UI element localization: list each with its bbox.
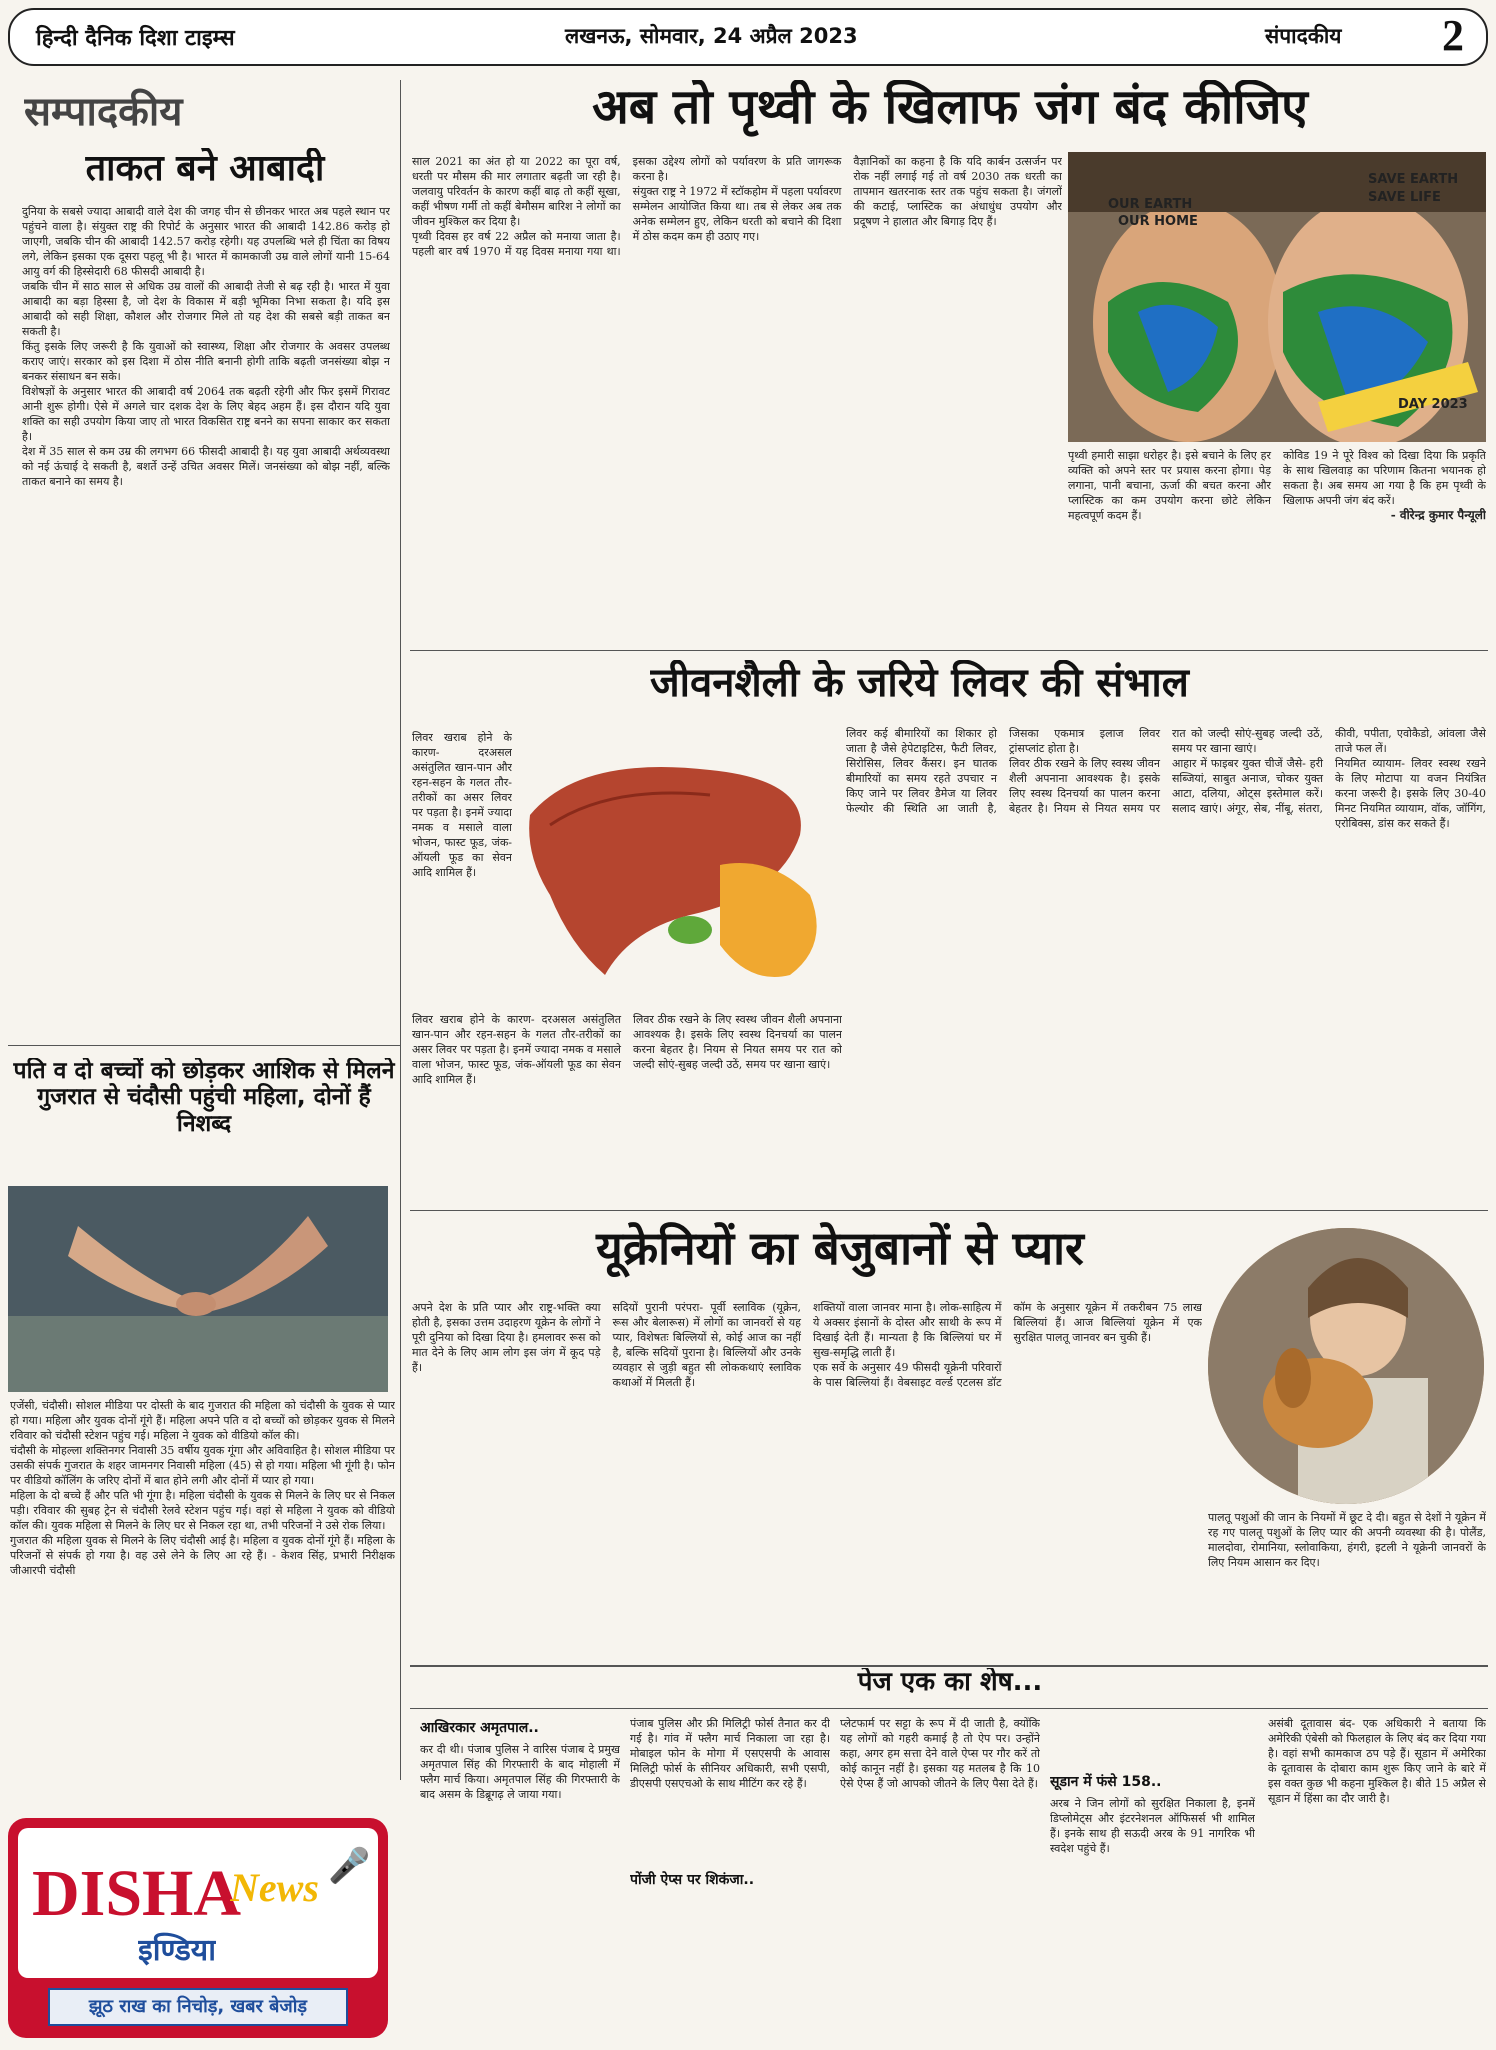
liver-organ-icon xyxy=(510,745,840,1005)
dateline: लखनऊ, सोमवार, 24 अप्रैल 2023 xyxy=(565,24,858,48)
ukraine-paragraph: सदियों पुरानी परंपरा- पूर्वी स्लाविक (यूक्रेन, रूस और बेलारूस) में लोगों का जानवरों से यह प्यार, विशेषतः बिल्लियों से, कोई आज का नहीं है, बल्कि सदियों पुराना है। बिल्लियों और उनके व्यवहार से जुड़ी बहुत सी लोककथाएं स्लाविक कथाओं में मिलती हैं। xyxy=(612,1301,801,1389)
face-text-left-2: OUR HOME xyxy=(1118,214,1198,229)
holding-hands-photo xyxy=(8,1186,388,1392)
publication-name: हिन्दी दैनिक दिशा टाइम्स xyxy=(36,26,235,51)
continued-item-title: पोंजी ऐप्स पर शिकंजा.. xyxy=(630,1872,755,1888)
continued-item-text: अरब ने जिन लोगों को सुरक्षित निकाला है, इनमें डिप्लोमेट्स और इंटरनेशनल ऑफिसर्स भी शामिल हैं। इनके साथ ही सऊदी अरब के 91 नागरिक भी स्वदेश पहुंचे हैं। xyxy=(1050,1797,1255,1855)
liver-story-body xyxy=(846,726,1486,1201)
continued-item-text: असंबी दूतावास बंद- एक अधिकारी ने बताया कि अमेरिकी एंबेसी को फिलहाल के लिए बंद कर दिया गया है। वहां सभी कामकाज ठप पड़े हैं। सूडान में अमेरिका के दूतावास के दोबारा काम शुरू किए जाने के बारे में इस वक्त कुछ भी कहना मुश्किल है। बीते 15 अप्रैल से सूडान में हिंसा का दौर जारी है। xyxy=(1268,1717,1486,1805)
ukraine-paragraph: शक्तियों वाला जानवर माना है। लोक-साहित्य में ये अक्सर इंसानों के दोस्त और साथी के रूप में दिखाई देती हैं। मान्यता है कि बिल्लियां घर में सुख-समृद्धि लाती हैं। xyxy=(813,1301,1002,1359)
lead-paragraph: संयुक्त राष्ट्र ने 1972 में स्टॉकहोम में पहला पर्यावरण सम्मेलन आयोजित किया था। तब से लेकर अब तक अनेक सम्मेलन हुए, लेकिन धरती को बचाने की दिशा में ठोस कदम कम ही उठाए गए। xyxy=(632,185,842,243)
gujarat-paragraph: चंदौसी के मोहल्ला शक्तिनगर निवासी 35 वर्षीय युवक गूंगा और अविवाहित है। सोशल मीडिया पर उसकी संपर्क गुजरात के शहर जामनगर निवासी महिला (45) से हो गया। महिला भी गूंगी है। फोन पर वीडियो कॉलिंग के जरिए दोनों में बात होने लगी और दोनों में प्यार हो गया। xyxy=(10,1444,395,1487)
gujarat-paragraph: गुजरात की महिला युवक से मिलने के लिए चंदौसी आई है। महिला व युवक दोनों गूंगे हैं। महिला के परिजनों से संपर्क हो गया है। वह उसे लेने के लिए आ रहे हैं। - केशव सिंह, प्रभारी निरीक्षक जीआरपी चंदौसी xyxy=(10,1534,395,1577)
liver-paragraph: लिवर खराब होने के कारण- दरअसल असंतुलित खान-पान और रहन-सहन के गलत तौर-तरीकों का असर लिवर पर पड़ता है। इनमें ज्यादा नमक व मसाले वाला भोजन, फास्ट फूड, जंक-ऑयली फूड का सेवन आदि शामिल हैं। xyxy=(412,731,512,879)
ukraine-paragraph: एक सर्वे के अनुसार 49 फीसदी यूक्रेनी परिवारों के पास बिल्लियां हैं। वेबसाइट वर्ल्ड एटलस डॉट कॉम के अनुसार यूक्रेन में तकरीबन 75 लाख बिल्लियां हैं। आज बिल्लियां यूक्रेन में एक सुरक्षित पालतू जानवर बन चुकी हैं। xyxy=(813,1301,1202,1389)
section-divider xyxy=(410,650,1488,651)
face-text-right-2: SAVE LIFE xyxy=(1368,190,1441,205)
liver-paragraph: लिवर कई बीमारियों का शिकार हो जाता है जैसे हेपेटाइटिस, फैटी लिवर, सिरोसिस, लिवर कैंसर। इन घातक बीमारियों का समय रहते उपचार न किए जाने पर लिवर डैमेज या लिवर फेल्योर की स्थिति आ जाती है, जिसका एकमात्र इलाज लिवर ट्रांसप्लांट होता है। xyxy=(846,727,1160,815)
lead-story-body xyxy=(412,154,1062,634)
editorial-paragraph: दुनिया के सबसे ज्यादा आबादी वाले देश की जगह चीन से छीनकर भारत अब पहले स्थान पर पहुंचने वाला है। संयुक्त राष्ट्र की रिपोर्ट के अनुसार भारत की आबादी 142.86 करोड़ हो जाएगी, जबकि चीन की आबादी 142.57 करोड़ रहेगी। यह उपलब्धि भले ही चिंता का विषय लगे, लेकिन इसका एक दूसरा पहलू भी है। भारत में कामकाजी उम्र वाले लोगों यानी 15-64 आयु वर्ग की हिस्सेदारी 68 फीसदी आबादी है। xyxy=(22,205,390,278)
ad-brand-accent: News xyxy=(230,1865,319,1910)
liver-paragraph: लिवर खराब होने के कारण- दरअसल असंतुलित खान-पान और रहन-सहन के गलत तौर-तरीकों का असर लिवर पर पड़ता है। इनमें ज्यादा नमक व मसाले वाला भोजन, फास्ट फूड, जंक-ऑयली फूड का सेवन आदि शामिल हैं। xyxy=(412,1013,621,1086)
editorial-paragraph: किंतु इसके लिए जरूरी है कि युवाओं को स्वास्थ्य, शिक्षा और रोजगार के अवसर उपलब्ध कराए जाएं। सरकार को इस दिशा में ठोस नीति बनानी होगी ताकि बढ़ती जनसंख्या बोझ न बनकर संसाधन बन सके। xyxy=(22,340,390,383)
editorial-paragraph: देश में 35 साल से कम उम्र की लगभग 66 फीसदी आबादी है। यह युवा आबादी अर्थव्यवस्था को नई ऊंचाई दे सकती है, बशर्ते उन्हें उचित अवसर मिलें। जनसंख्या को बोझ नहीं, बल्कि ताकत बनाने का समय है। xyxy=(22,445,390,488)
gujarat-story-body xyxy=(10,1398,395,1798)
continued-item-title: आखिरकार अमृतपाल.. xyxy=(420,1720,539,1736)
liver-paragraph: आहार में फाइबर युक्त चीजें जैसे- हरी सब्जियां, साबुत अनाज, चोकर युक्त आटा, दलिया, ओट्स इस्तेमाल करें। सलाद खाएं। अंगूर, सेब, नींबू, संतरा, कीवी, पपीता, एवोकैडो, आंवला जैसे ताजे फल लें। xyxy=(1172,727,1486,815)
gujarat-paragraph: एजेंसी, चंदौसी। सोशल मीडिया पर दोस्ती के बाद गुजरात की महिला को चंदौसी के युवक से प्यार हो गया। महिला और युवक दोनों गूंगे हैं। महिला अपने पति व दो बच्चों को छोड़कर युवक से मिलने रविवार को चंदौसी स्टेशन पहुंच गई। महिला ने युवक को वीडियो कॉल की। xyxy=(10,1399,395,1442)
continued-item-text: पंजाब पुलिस और फ्री मिलिट्री फोर्स तैनात कर दी गई है। गांव में फ्लैग मार्च निकाला जा रहा है। मोबाइल फोन के मोगा में एसएसपी के आवास मिलिट्री फोर्स के सीनियर अधिकारी, सभी एसपी, डीएसपी एसएचओ के साथ मीटिंग कर रहे हैं। xyxy=(630,1717,830,1790)
hands-illustration xyxy=(8,1186,388,1392)
lead-story-title: अब तो पृथ्वी के खिलाफ जंग बंद कीजिए xyxy=(592,80,1308,135)
ukraine-story-title: यूक्रेनियों का बेजुबानों से प्यार xyxy=(596,1222,1084,1275)
section-divider xyxy=(410,1708,1488,1709)
continued-item-text: प्लेटफार्म पर सट्टा के रूप में दी जाती है, क्योंकि यह लोगों को गहरी कमाई है तो ऐप पर। उन्होंने कहा, अगर हम सत्ता देने वाले ऐप्स पर गौर करें तो कोई कानून नहीं है। इसका यह मतलब है कि 10 ऐसे ऐप्स हैं जो आपको जीतने के लिए पैसा देते हैं। xyxy=(840,1717,1040,1790)
lead-paragraph: वैज्ञानिकों का कहना है कि यदि कार्बन उत्सर्जन पर रोक नहीं लगाई गई तो वर्ष 2030 तक धरती का तापमान खतरनाक स्तर तक पहुंच सकता है। जंगलों की कटाई, प्लास्टिक का अंधाधुंध उपयोग और प्रदूषण ने हालात और बिगाड़ दिए हैं। xyxy=(853,155,1062,228)
gujarat-story-title: पति व दो बच्चों को छोड़कर आशिक से मिलने गुजरात से चंदौसी पहुंची महिला, दोनों हैं निशब्द xyxy=(13,1058,395,1137)
masthead-bar xyxy=(8,8,1488,66)
microphone-icon: 🎤 xyxy=(328,1846,371,1886)
liver-paragraph: लिवर ठीक रखने के लिए स्वस्थ जीवन शैली अपनाना आवश्यक है। इसके लिए स्वस्थ दिनचर्या का पालन करना बेहतर है। नियम से नियत समय पर रात को जल्दी सोएं-सुबह जल्दी उठें, समय पर खाना खाएं। xyxy=(633,1013,842,1071)
liver-sidebar-text xyxy=(412,730,512,1030)
ad-brand-main: DISHA xyxy=(32,1857,242,1930)
lead-paragraph: पृथ्वी हमारी साझा धरोहर है। इसे बचाने के लिए हर व्यक्ति को अपने स्तर पर प्रयास करना होगा। पेड़ लगाना, पानी बचाना, ऊर्जा की बचत करना और प्लास्टिक का कम उपयोग करना छोटे लेकिन महत्वपूर्ण कदम हैं। xyxy=(1068,449,1271,522)
face-text-right-1: SAVE EARTH xyxy=(1368,172,1459,187)
ad-brand-sub: इण्डिया xyxy=(138,1933,216,1968)
ukraine-paragraph: अपने देश के प्रति प्यार और राष्ट्र-भक्ति क्या होती है, इसका उत्तम उदाहरण यूक्रेन के लोगों ने पूरी दुनिया को दिखा दिया है। हमलावर रूस को मात देने के लिए आम लोग इस जंग में कूद पड़े हैं। xyxy=(412,1301,601,1374)
earth-day-photo xyxy=(1068,152,1486,442)
lead-byline: - वीरेन्द्र कुमार पैन्यूली xyxy=(1390,508,1486,522)
section-label: संपादकीय xyxy=(1265,24,1342,48)
editorial-paragraph: विशेषज्ञों के अनुसार भारत की आबादी वर्ष 2064 तक बढ़ती रहेगी और फिर इसमें गिरावट आनी शुरू होगी। ऐसे में अगले चार दशक देश के लिए बेहद अहम हैं। इस दौरान यदि युवा शक्ति का सही उपयोग किया जाए तो भारत विकसित राष्ट्र बनने का सपना साकार कर सकता है। xyxy=(22,385,390,443)
editorial-paragraph: जबकि चीन में साठ साल से अधिक उम्र वालों की आबादी तेजी से बढ़ रही है। भारत में युवा आबादी का बड़ा हिस्सा है, जो देश के विकास में बड़ी भूमिका निभा सकता है। यदि इस आबादी को सही शिक्षा, कौशल और रोजगार मिले तो यह देश की सबसे बड़ी ताकत बन सकती है। xyxy=(22,280,390,338)
liver-story-title: जीवनशैली के जरिये लिवर की संभाल xyxy=(650,660,1189,706)
face-text-banner: DAY 2023 xyxy=(1398,397,1468,412)
woman-with-dog-photo xyxy=(1208,1228,1484,1504)
lead-story-body-right xyxy=(1068,448,1486,648)
section-divider xyxy=(410,1210,1488,1211)
ukraine-story-body-right xyxy=(1208,1510,1486,1660)
continued-item-title: सूडान में फंसे 158.. xyxy=(1050,1774,1162,1790)
section-divider xyxy=(8,1045,400,1046)
column-divider xyxy=(400,80,401,1780)
page-number: 2 xyxy=(1442,11,1464,60)
section-divider xyxy=(410,1665,1488,1667)
lead-paragraph: कोविड 19 ने पूरे विश्व को दिखा दिया कि प्रकृति के साथ खिलवाड़ का परिणाम कितना भयानक हो सकता है। अब समय आ गया है कि हम पृथ्वी के खिलाफ अपनी जंग बंद करें। xyxy=(1283,449,1486,507)
disha-news-advertisement xyxy=(8,1818,388,2038)
woman-dog-illustration xyxy=(1208,1228,1484,1504)
ukraine-paragraph: पालतू पशुओं की जान के नियमों में छूट दे दी। बहुत से देशों ने यूक्रेन में रह गए पालतू पशुओं के लिए प्यार की अपनी व्यवस्था की है। पोलैंड, मालदोवा, रोमानिया, स्लोवाकिया, हंगरी, इटली ने यूक्रेनी जानवरों के लिए नियम आसान कर दिए। xyxy=(1208,1511,1486,1569)
ukraine-story-body xyxy=(412,1300,1202,1660)
lead-paragraph: पृथ्वी दिवस हर वर्ष 22 अप्रैल को मनाया जाता है। पहली बार वर्ष 1970 में यह दिवस मनाया गया था। इसका उद्देश्य लोगों को पर्यावरण के प्रति जागरूक करना है। xyxy=(412,155,842,258)
page-one-continued-heading: पेज एक का शेष... xyxy=(857,1668,1043,1697)
lead-paragraph: साल 2021 का अंत हो या 2022 का पूरा वर्ष, धरती पर मौसम की मार लगातार बढ़ती जा रही है। जलवायु परिवर्तन के कारण कहीं बाढ़ तो कहीं सूखा, कहीं भीषण गर्मी तो कहीं बेमौसम बारिश ने लोगों का जीवन मुश्किल कर दिया है। xyxy=(412,155,621,228)
editorial-column-heading: सम्पादकीय xyxy=(24,89,183,134)
continued-item-text: कर दी थी। पंजाब पुलिस ने वारिस पंजाब दे प्रमुख अमृतपाल सिंह की गिरफ्तारी के बाद मोहाली में फ्लैग मार्च किया। अमृतपाल सिंह की गिरफ्तारी के बाद असम के डिब्रूगढ़ ले जाया गया। xyxy=(420,1743,620,1801)
liver-story-body-lower xyxy=(412,1012,842,1202)
ad-tagline: झूठ राख का निचोड़, खबर बेजोड़ xyxy=(48,1988,348,2026)
liver-paragraph: लिवर ठीक रखने के लिए स्वस्थ जीवन शैली अपनाना आवश्यक है। इसके लिए स्वस्थ दिनचर्या का पालन करना बेहतर है। नियम से नियत समय पर रात को जल्दी सोएं-सुबह जल्दी उठें, समय पर खाना खाएं। xyxy=(1009,727,1323,815)
gujarat-paragraph: महिला के दो बच्चे हैं और पति भी गूंगा है। महिला चंदौसी के युवक से मिलने के लिए घर से निकल पड़ी। रविवार की सुबह ट्रेन से चंदौसी रेलवे स्टेशन पहुंच गई। वहां से महिला ने युवक को वीडियो कॉल की। युवक महिला से मिलने के लिए घर से निकल रहा था, तभी परिजनों ने उसे रोक लिया। xyxy=(10,1489,395,1532)
liver-paragraph: नियमित व्यायाम- लिवर स्वस्थ रखने के लिए मोटापा या वजन नियंत्रित करना जरूरी है। इसके लिए 30-40 मिनट नियमित व्यायाम, वॉक, जॉगिंग, एरोबिक्स, डांस कर सकते हैं। xyxy=(1335,757,1486,830)
ad-logo-panel xyxy=(18,1828,378,1978)
face-text-left-1: OUR EARTH xyxy=(1108,197,1193,212)
editorial-title: ताकत बने आबादी xyxy=(85,148,325,189)
liver-illustration xyxy=(510,745,840,1005)
